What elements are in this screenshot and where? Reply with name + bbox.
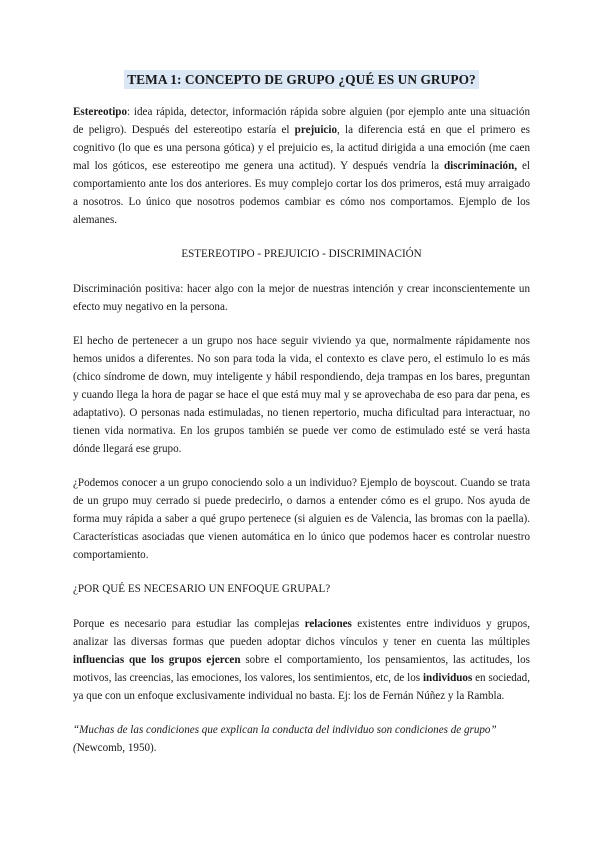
paragraph-estereotipo [73, 103, 530, 229]
term-influencias: influencias que los grupos ejercen [73, 654, 241, 666]
paragraph-pertenencia: El hecho de pertenecer a un grupo nos hace seguir viviendo ya que, normalmente rápidamente nos hemos unidos a diferentes. No son para toda la vida, el contexto es clave pero, el estimulo lo es más (chico síndrome de down, muy inteligente y hábil respondiendo, deja trampas en los bares, preguntan y cuando llega la hora de pagar se hace el que está muy mal y se aprovechaba de eso para dar pena, es adaptativo). O personas nada estimuladas, no tienen repertorio, mucha dificultad para interactuar, no tienen vida normativa. En los grupos también se puede ver como de estimulado esté se verá hasta dónde llegará ese grupo. [73, 335, 530, 455]
term-discriminacion: discriminación, [443, 160, 518, 172]
term-relaciones: relaciones [304, 618, 352, 630]
paragraph-enfoque-grupal [73, 615, 530, 705]
paragraph-conocer-grupo: ¿Podemos conocer a un grupo conociendo solo a un individuo? Ejemplo de boyscout. Cuando se trata de un grupo muy cerrado si puede predecirlo, o darnos a entender cómo es el grupo. Nos ayuda de forma muy rápida a saber a qué grupo pertenece (si alguien es de Valencia, las bromas con la paella). Características asociadas que vienen automática en lo único que podemos hacer es controlar nuestro comportamiento. [73, 477, 530, 561]
paragraph-text: Porque es necesario para estudiar las complejas [73, 618, 305, 630]
concept-sequence: ESTEREOTIPO - PREJUICIO - DISCRIMINACIÓN [181, 248, 422, 260]
quote [73, 721, 530, 757]
paragraph-text: en sociedad, ya que con un enfoque exclusivamente individual no basta. Ej: los de Fernán Núñez y la Rambla. [73, 672, 530, 702]
paragraph-text: el comportamiento ante los dos anteriores. Es muy complejo cortar los dos primeros, está muy arraigado a nosotros. Lo único que nosotros podemos cambiar es cómo nos comportamos. Ejemplo de los alemanes. [73, 160, 530, 226]
term-estereotipo: Estereotipo [73, 106, 128, 118]
paragraph-text: existentes entre individuos y grupos, analizar las diversas formas que pueden adoptar dichos vínculos y tener en cuenta las múltiples [73, 618, 530, 648]
quote-text: “Muchas de las condiciones que explican la conducta del individuo son condiciones de grupo” ( [73, 724, 497, 754]
paragraph-text: : idea rápida, detector, información rápida sobre alguien (por ejemplo ante una situación de peligro). Después del estereotipo estaría el [73, 106, 530, 136]
title-container [73, 70, 530, 90]
page-title: TEMA 1: CONCEPTO DE GRUPO ¿QUÉ ES UN GRUPO? [124, 70, 479, 89]
paragraph-text: , la diferencia está en que el primero es cognitivo (lo que es una persona gótica) y el prejuicio es, la actitud dirigida a una emoción (me caen mal los góticos, ese estereotipo me genera una actitud). Y después vendría la [73, 124, 530, 172]
quote-citation: Newcomb, 1950). [76, 742, 157, 754]
paragraph-discriminacion-positiva: Discriminación positiva: hacer algo con la mejor de nuestras intención y crear inconscientemente un efecto muy negativo en la persona. [73, 283, 530, 313]
term-prejuicio: prejuicio [294, 124, 337, 136]
term-individuos: individuos [422, 672, 473, 684]
paragraph-text: sobre el comportamiento, los pensamientos, las actitudes, los motivos, las creencias, las emociones, los valores, los sentimientos, etc, de los [73, 654, 530, 684]
section-heading: ¿POR QUÉ ES NECESARIO UN ENFOQUE GRUPAL? [73, 583, 331, 595]
document-page [73, 70, 530, 773]
